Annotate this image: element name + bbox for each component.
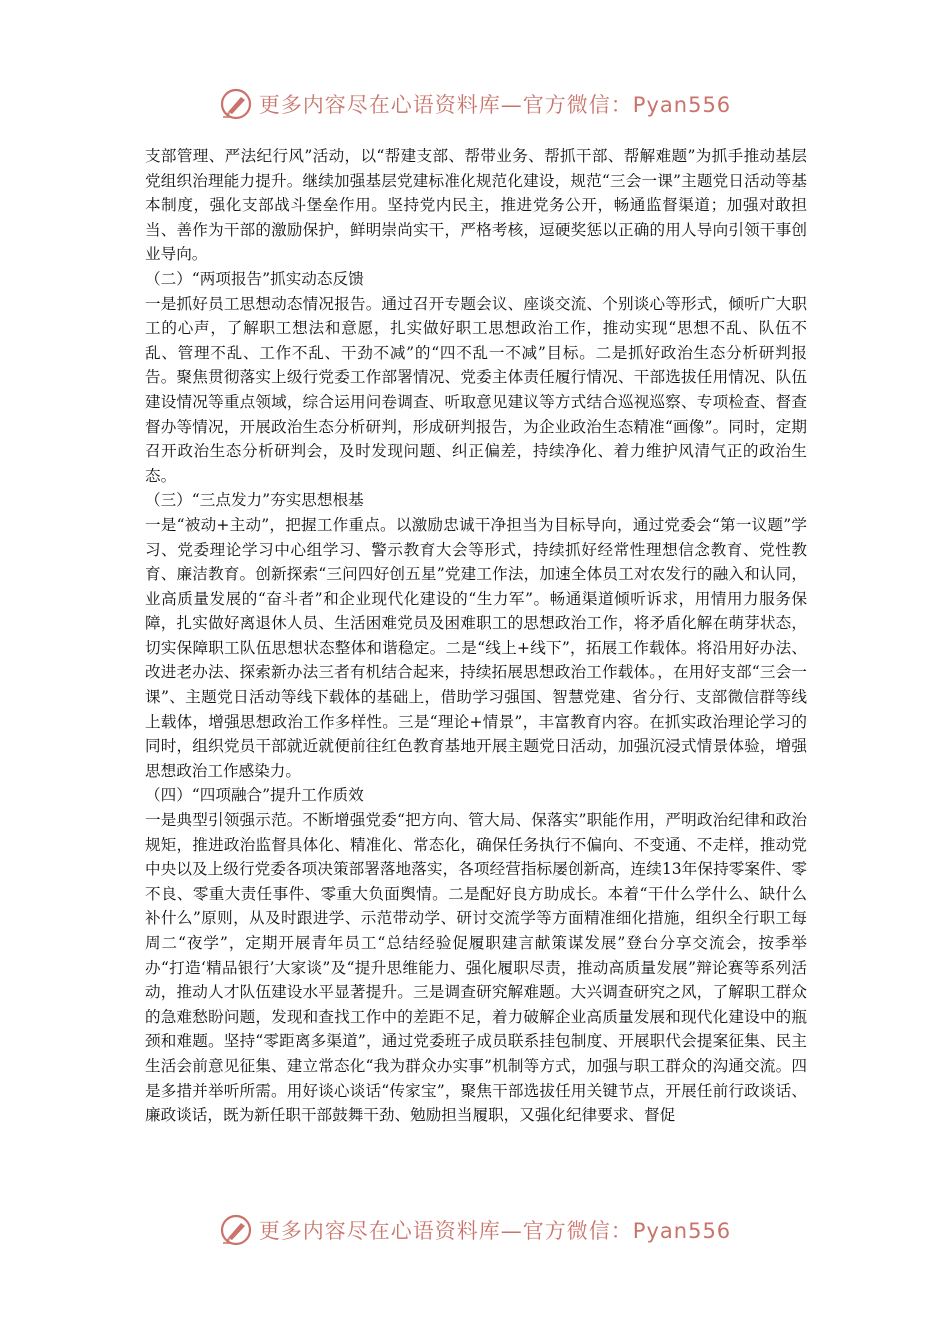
section-heading-4: （四）“四项融合”提升工作质效 [145, 786, 364, 805]
section-heading-2: （二）“两项报告”抓实动态反馈 [145, 269, 364, 288]
document-body [145, 144, 807, 1128]
banner-text: 更多内容尽在心语资料库—官方微信：Pyan556 [258, 93, 732, 117]
paragraph-two-reports: 一是抓好员工思想动态情况报告。通过召开专题会议、座谈交流、个别谈心等形式，倾听广大职工的心声，了解职工想法和意愿，扎实做好职工思想政治工作，推动实现“思想不乱、队伍不乱、管理不乱、工作不乱、干劲不减”的“四不乱一不减”目标。二是抓好政治生态分析研判报告。聚焦贯彻落实上级行党委工作部署情况、党委主体责任履行情况、干部选拔任用情况、队伍建设情况等重点领域，综合运用问卷调查、听取意见建议等方式结合巡视巡察、专项检查、督查督办等情况，开展政治生态分析研判，形成研判报告，为企业政治生态精准“画像”。同时，定期召开政治生态分析研判会，及时发现问题、纠正偏差，持续净化、着力维护风清气正的政治生态。 [145, 294, 807, 485]
paragraph-party-building: 支部管理、严法纪行风”活动，以“帮建支部、帮带业务、帮抓干部、帮解难题”为抓手推动基层党组织治理能力提升。继续加强基层党建标准化规范化建设，规范“三会一课”主题党日活动等基本制度，强化支部战斗堡垒作用。坚持党内民主，推进党务公开，畅通监督渠道；加强对敢担当、善作为干部的激励保护，鲜明崇尚实干，严格考核，逗硬奖惩以正确的用人导向引领干事创业导向。 [145, 147, 807, 264]
pen-nib-logo-icon [219, 1213, 253, 1247]
banner-text: 更多内容尽在心语资料库—官方微信：Pyan556 [258, 1219, 732, 1243]
paragraph-four-integrations: 一是典型引领强示范。不断增强党委“把方向、管大局、保落实”职能作用，严明政治纪律和政治规矩，推进政治监督具体化、精准化、常态化，确保任务执行不偏向、不变通、不走样，推动党中央以及上级行党委各项决策部署落地落实，各项经营指标屡创新高，连续13年保持零案件、零不良、零重大责任事件、零重大负面舆情。二是配好良方助成长。本着“干什么学什么、缺什么补什么”原则，从及时跟进学、示范带动学、研讨交流学等方面精准细化措施，组织全行职工每周二“夜学”，定期开展青年员工“总结经验促履职建言献策谋发展”登台分享交流会，按季举办“打造‘精品银行’大家谈”及“提升思维能力、强化履职尽责，推动高质量发展”辩论赛等系列活动，推动人才队伍建设水平显著提升。三是调查研究解难题。大兴调查研究之风，了解职工群众的急难愁盼问题，发现和查找工作中的差距不足，着力破解企业高质量发展和现代化建设中的瓶颈和难题。坚持“零距离多渠道”，通过党委班子成员联系挂包制度、开展职代会提案征集、民主生活会前意见征集、建立常态化“我为群众办实事”机制等方式，加强与职工群众的沟通交流。四是多措并举听所需。用好谈心谈话“传家宝”，聚焦干部选拔任用关键节点，开展任前行政谈话、廉政谈话，既为新任职干部鼓舞干劲、勉励担当履职，又强化纪律要求、督促 [145, 811, 807, 1125]
footer-banner [0, 1210, 950, 1250]
section-heading-3: （三）“三点发力”夯实思想根基 [145, 491, 364, 510]
paragraph-three-points: 一是“被动+主动”，把握工作重点。以激励忠诚干净担当为目标导向，通过党委会“第一议题”学习、党委理论学习中心组学习、警示教育大会等形式，持续抓好经常性理想信念教育、党性教育、廉洁教育。创新探索“三问四好创五星”党建工作法，加速全体员工对农发行的融入和认同，业高质量发展的“奋斗者”和企业现代化建设的“生力军”。畅通渠道倾听诉求，用情用力服务保障，扎实做好离退休人员、生活困难党员及困难职工的思想政治工作，将矛盾化解在萌芽状态，切实保障职工队伍思想状态整体和谐稳定。二是“线上+线下”，拓展工作载体。将沿用好办法、改进老办法、探索新办法三者有机结合起来，持续拓展思想政治工作载体。，在用好支部“三会一课”、主题党日活动等线下载体的基础上，借助学习强国、智慧党建、省分行、支部微信群等线上载体，增强思想政治工作多样性。三是“理论+情景”，丰富教育内容。在抓实政治理论学习的同时，组织党员干部就近就便前往红色教育基地开展主题党日活动，加强沉浸式情景体验，增强思想政治工作感染力。 [145, 515, 807, 780]
header-banner [0, 84, 950, 124]
pen-nib-logo-icon [219, 87, 253, 121]
